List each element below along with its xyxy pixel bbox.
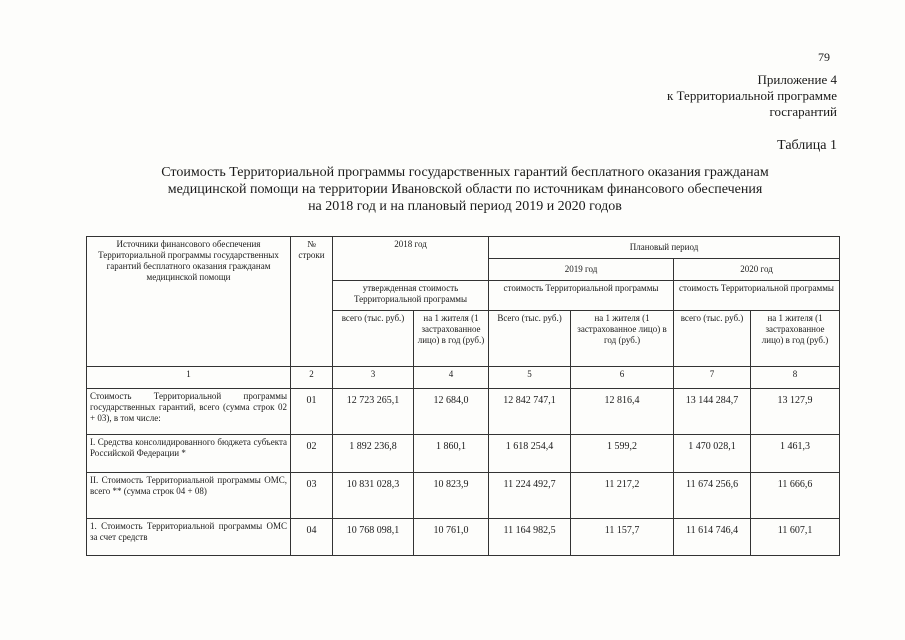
- row-code: 01: [291, 389, 333, 435]
- cell-per-capita-2018: 12 684,0: [414, 389, 489, 435]
- header-cost-2020: стоимость Территориальной программы: [674, 281, 840, 311]
- header-total-2018: всего (тыс. руб.): [333, 311, 414, 367]
- header-planned-period: Плановый период: [489, 237, 840, 259]
- column-number: 3: [333, 367, 414, 389]
- column-number: 1: [87, 367, 291, 389]
- header-row-number: № строки: [291, 237, 333, 367]
- cell-per-capita-2018: 10 761,0: [414, 519, 489, 556]
- title-line-3: на 2018 год и на плановый период 2019 и 2020 годов: [308, 199, 622, 214]
- row-description: Стоимость Территориальной программы государственных гарантий, всего (сумма строк 02 + 03), в том числе:: [87, 389, 291, 435]
- row-description: I. Средства консолидированного бюджета субъекта Российской Федерации *: [87, 435, 291, 473]
- cell-per-capita-2020: 11 666,6: [751, 473, 840, 519]
- header-total-2019: Всего (тыс. руб.): [489, 311, 571, 367]
- table-row: [87, 473, 840, 519]
- row-code: 02: [291, 435, 333, 473]
- cell-total-2018: 12 723 265,1: [333, 389, 414, 435]
- column-number: 8: [751, 367, 840, 389]
- cell-per-capita-2019: 12 816,4: [571, 389, 674, 435]
- header-year-2019: 2019 год: [489, 259, 674, 281]
- cell-total-2019: 12 842 747,1: [489, 389, 571, 435]
- header-year-2020: 2020 год: [674, 259, 840, 281]
- column-number: 6: [571, 367, 674, 389]
- title-line-2: медицинской помощи на территории Ивановской области по источникам финансового обеспечения: [167, 182, 763, 197]
- column-number: 5: [489, 367, 571, 389]
- cell-total-2018: 10 831 028,3: [333, 473, 414, 519]
- page-number: 79: [818, 50, 830, 64]
- header-per-capita-2020: на 1 жителя (1 застрахованное лицо) в год (руб.): [751, 311, 840, 367]
- cell-total-2020: 11 674 256,6: [674, 473, 751, 519]
- cell-per-capita-2019: 11 157,7: [571, 519, 674, 556]
- header-cost-2019: стоимость Территориальной программы: [489, 281, 674, 311]
- header-total-2020: всего (тыс. руб.): [674, 311, 751, 367]
- row-description: 1. Стоимость Территориальной программы ОМС за счет средств: [90, 521, 287, 542]
- appendix-line-2: к Территориальной программе: [667, 88, 837, 103]
- cell-total-2020: 1 470 028,1: [674, 435, 751, 473]
- column-number-row: [87, 367, 840, 389]
- cell-per-capita-2018: 10 823,9: [414, 473, 489, 519]
- table-label: Таблица 1: [777, 138, 837, 153]
- row-description: II. Стоимость Территориальной программы ОМС, всего ** (сумма строк 04 + 08): [87, 473, 291, 519]
- appendix-line-3: госгарантий: [769, 104, 837, 119]
- cell-per-capita-2019: 1 599,2: [571, 435, 674, 473]
- cell-total-2020: 13 144 284,7: [674, 389, 751, 435]
- row-code: 03: [291, 473, 333, 519]
- document-title: [120, 164, 810, 215]
- table-row: [87, 389, 840, 435]
- header-approved-cost: утвержденная стоимость Территориальной программы: [333, 281, 489, 311]
- header-source: Источники финансового обеспечения Территориальной программы государственных гарантий бесплатного оказания гражданам медицинской помощи: [87, 237, 291, 367]
- cell-total-2018: 10 768 098,1: [333, 519, 414, 556]
- cell-total-2020: 11 614 746,4: [674, 519, 751, 556]
- cell-per-capita-2020: 1 461,3: [751, 435, 840, 473]
- cell-per-capita-2020: 13 127,9: [751, 389, 840, 435]
- header-per-capita-2019: на 1 жителя (1 застрахованное лицо) в год (руб.): [571, 311, 674, 367]
- title-line-1: Стоимость Территориальной программы государственных гарантий бесплатного оказания гражданам: [161, 165, 769, 180]
- table-row: [87, 435, 840, 473]
- cell-total-2019: 1 618 254,4: [489, 435, 571, 473]
- row-code: 04: [291, 519, 333, 556]
- appendix-caption: [667, 72, 837, 120]
- appendix-line-1: Приложение 4: [757, 72, 837, 87]
- cell-total-2019: 11 224 492,7: [489, 473, 571, 519]
- financing-table: [86, 236, 840, 556]
- cell-per-capita-2019: 11 217,2: [571, 473, 674, 519]
- column-number: 2: [291, 367, 333, 389]
- cell-total-2018: 1 892 236,8: [333, 435, 414, 473]
- header-per-capita-2018: на 1 жителя (1 застрахованное лицо) в год (руб.): [414, 311, 489, 367]
- header-year-2018: 2018 год: [333, 237, 489, 281]
- column-number: 4: [414, 367, 489, 389]
- cell-per-capita-2018: 1 860,1: [414, 435, 489, 473]
- cell-total-2019: 11 164 982,5: [489, 519, 571, 556]
- column-number: 7: [674, 367, 751, 389]
- table-row: [87, 519, 840, 556]
- cell-per-capita-2020: 11 607,1: [751, 519, 840, 556]
